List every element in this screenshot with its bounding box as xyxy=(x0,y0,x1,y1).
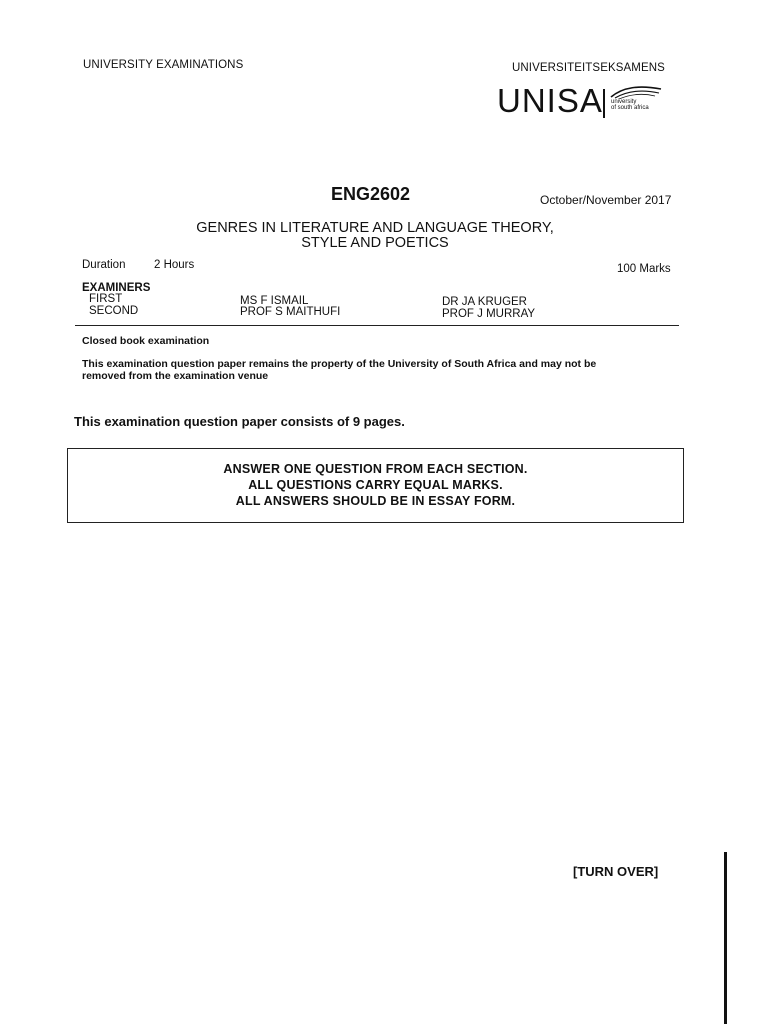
logo-subtitle-line: university xyxy=(611,99,637,105)
header-right-text: UNIVERSITEITSEKSAMENS xyxy=(512,62,665,74)
logo-wordmark: UNISA xyxy=(497,82,603,119)
duration-label: Duration xyxy=(82,259,126,271)
examiner-name: MS F ISMAIL xyxy=(240,295,309,307)
header-left-text: UNIVERSITY EXAMINATIONS xyxy=(83,59,244,71)
logo-swoosh-icon xyxy=(609,85,663,99)
duration-value: 2 Hours xyxy=(154,259,195,271)
instruction-line: ALL QUESTIONS CARRY EQUAL MARKS. xyxy=(248,478,503,492)
turn-over-label: [TURN OVER] xyxy=(573,864,659,879)
instructions-box xyxy=(67,448,684,523)
examiner-role: FIRST xyxy=(89,293,123,305)
instruction-line: ANSWER ONE QUESTION FROM EACH SECTION. xyxy=(223,462,528,476)
scan-edge-line xyxy=(724,852,727,1024)
exam-title xyxy=(120,221,630,251)
total-marks: 100 Marks xyxy=(617,263,671,275)
examiners-heading: EXAMINERS xyxy=(82,282,151,294)
closed-book-note: Closed book examination xyxy=(82,335,210,347)
property-note-line: removed from the examination venue xyxy=(82,370,269,382)
examiner-name: PROF S MAITHUFI xyxy=(240,306,341,318)
course-code: ENG2602 xyxy=(331,184,411,204)
logo-subtitle-line: of south africa xyxy=(611,105,649,111)
section-divider xyxy=(75,325,679,326)
page-count-note: This examination question paper consists of 9 pages. xyxy=(74,414,405,429)
exam-session: October/November 2017 xyxy=(540,193,672,207)
examiner-name: DR JA KRUGER xyxy=(442,296,527,308)
examiner-role: SECOND xyxy=(89,305,139,317)
examiner-name: PROF J MURRAY xyxy=(442,308,536,320)
exam-title-line: STYLE AND POETICS xyxy=(301,235,449,251)
instruction-line: ALL ANSWERS SHOULD BE IN ESSAY FORM. xyxy=(235,494,516,508)
logo-subtitle xyxy=(611,99,651,111)
exam-title-line: GENRES IN LITERATURE AND LANGUAGE THEORY, xyxy=(196,220,554,236)
logo-divider xyxy=(603,89,605,118)
property-note-line: This examination question paper remains the property of the University of South Africa and may not be xyxy=(82,358,597,370)
